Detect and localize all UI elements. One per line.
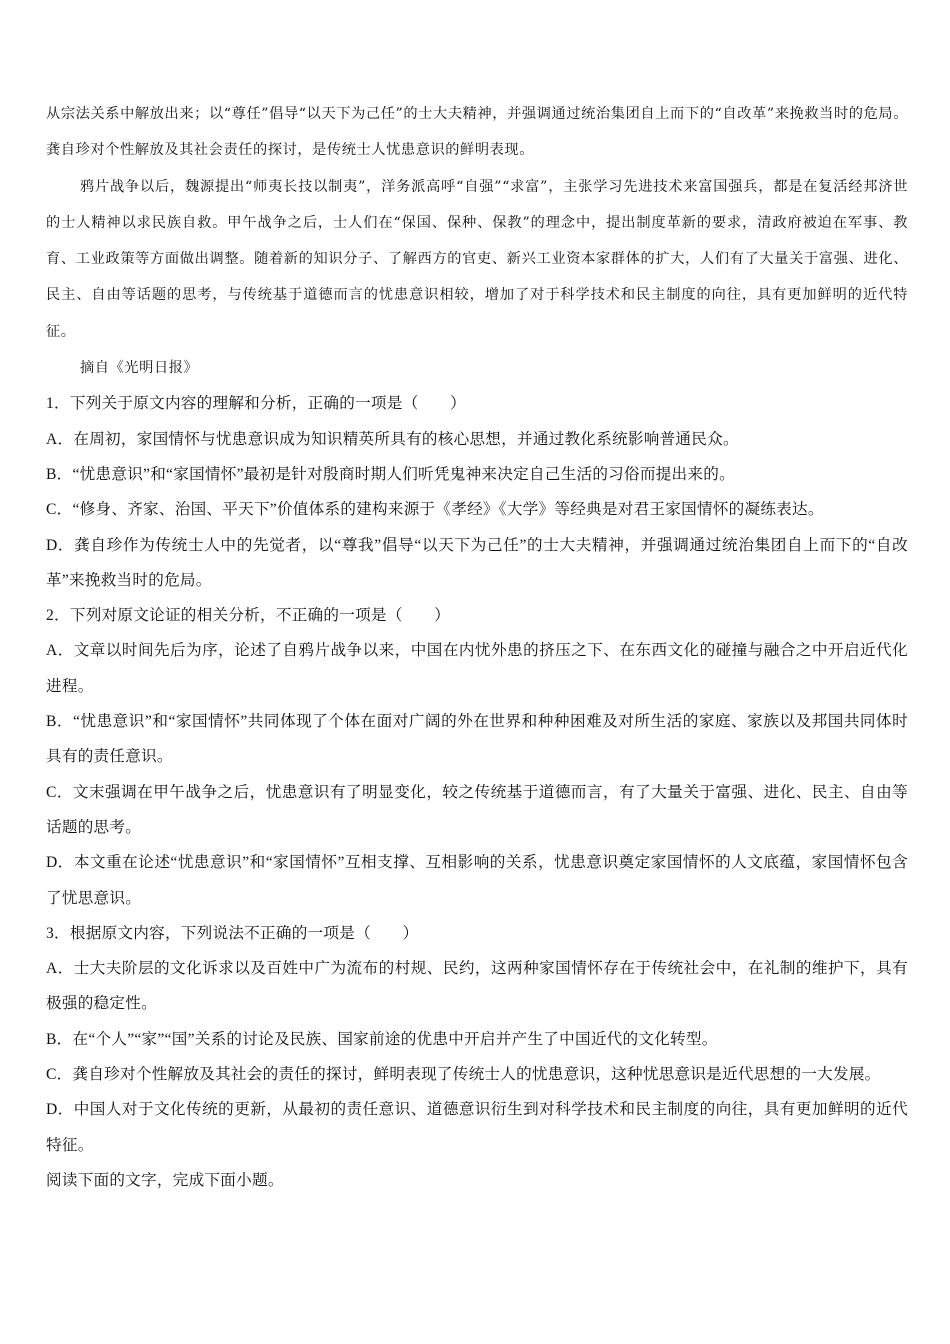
- option-d: D．中国人对于文化传统的更新，从最初的责任意识、道德意识衍生到对科学技术和民主制度的向往，具有更加鲜明的近代特征。: [46, 1101, 908, 1154]
- question-3: [46, 916, 908, 1163]
- option-d: D．龚自珍作为传统士人中的先觉者，以“尊我”倡导“以天下为己任”的士大夫精神，并强调通过统治集团自上而下的“自改革”来挽救当时的危局。: [46, 536, 908, 589]
- question-2: [46, 598, 908, 916]
- option-b: B．“忧患意识”和“家国情怀”最初是针对殷商时期人们听凭鬼神来决定自己生活的习俗而提出来的。: [46, 465, 735, 483]
- passage-source: 摘自《光明日报》: [80, 360, 199, 377]
- question-stem: 2．下列对原文论证的相关分析，不正确的一项是（ ）: [46, 607, 451, 625]
- passage-paragraph-2: 鸦片战争以后，魏源提出“师夷长技以制夷”，洋务派高呼“自强”“求富”，主张学习先进技术来富国强兵，都是在复活经邦济世的士人精神以求民族自救。甲午战争之后，士人们在“保国、保种、保教”的理念中，提出制度革新的要求，清政府被迫在军事、教育、工业政策等方面做出调整。随着新的知识分子、了解西方的官吏、新兴工业资本家群体的扩大，人们有了大量关于富强、进化、民主、自由等话题的思考，与传统基于道德而言的忧患意识相较，增加了对于科学技术和民主制度的向往，具有更加鲜明的近代特征。: [46, 178, 908, 340]
- option-c: C．文末强调在甲午战争之后，忧患意识有了明显变化，较之传统基于道德而言，有了大量关于富强、进化、民主、自由等话题的思考。: [46, 783, 908, 836]
- option-c: C．龚自珍对个性解放及其社会的责任的探讨，鲜明表现了传统士人的忧患意识，这种忧思意识是近代思想的一大发展。: [46, 1066, 881, 1084]
- option-c: C．“修身、齐家、治国、平天下”价值体系的建构来源于《孝经》《大学》等经典是对君王家国情怀的凝练表达。: [46, 501, 824, 519]
- option-a: A．在周初，家国情怀与忧患意识成为知识精英所具有的核心思想，并通过教化系统影响普通民众。: [46, 430, 739, 448]
- document-page: [46, 96, 908, 1198]
- reading-instruction: 阅读下面的文字，完成下面小题。: [46, 1171, 284, 1189]
- option-a: A．文章以时间先后为序，论述了自鸦片战争以来，中国在内忧外患的挤压之下、在东西文化的碰撞与融合之中开启近代化进程。: [46, 642, 908, 695]
- option-b: B．“忧患意识”和“家国情怀”共同体现了个体在面对广阔的外在世界和种种困难及对所生活的家庭、家族以及邦国共同体时具有的责任意识。: [46, 713, 908, 766]
- question-1: [46, 386, 908, 598]
- option-d: D．本文重在论述“忧患意识”和“家国情怀”互相支撑、互相影响的关系，忧患意识奠定家国情怀的人文底蕴，家国情怀包含了忧思意识。: [46, 854, 908, 907]
- passage-paragraph-1: 从宗法关系中解放出来；以“尊任”倡导“以天下为己任”的士大夫精神，并强调通过统治集团自上而下的“自改革”来挽救当时的危局。龚自珍对个性解放及其社会责任的探讨，是传统士人忧患意识的鲜明表现。: [46, 106, 908, 159]
- option-b: B．在“个人”“家”“国”关系的讨论及民族、国家前途的优患中开启并产生了中国近代的文化转型。: [46, 1030, 718, 1048]
- option-a: A．士大夫阶层的文化诉求以及百姓中广为流布的村规、民约，这两种家国情怀存在于传统社会中，在礼制的维护下，具有极强的稳定性。: [46, 960, 908, 1013]
- question-stem: 3．根据原文内容，下列说法不正确的一项是（ ）: [46, 924, 419, 942]
- question-stem: 1．下列关于原文内容的理解和分析，正确的一项是（ ）: [46, 395, 466, 413]
